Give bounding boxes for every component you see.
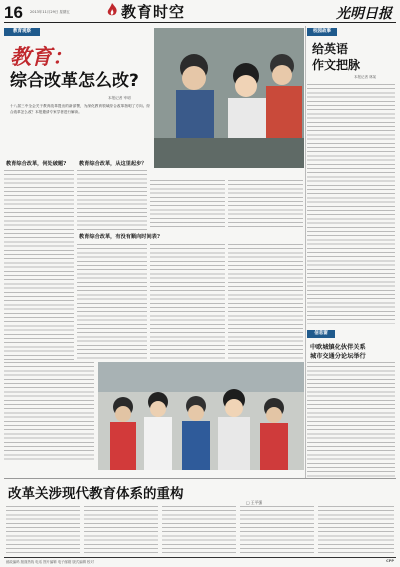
section-title: 教育时空	[121, 3, 186, 21]
bottom-article-title: 改革关涉现代教育体系的重构	[8, 486, 184, 502]
bottom-col-5	[318, 506, 394, 554]
info-box-tag: 信息窗	[307, 330, 335, 338]
bottom-article-byline: □ 王平强	[246, 500, 263, 505]
column-1b-body	[4, 362, 94, 462]
question-2-heading: 教育综合改革，从这里起步？	[79, 161, 147, 167]
main-article-title: 综合改革怎么改?	[10, 71, 139, 91]
flame-icon	[106, 2, 118, 16]
footer-corner: CPP	[386, 559, 394, 563]
bottom-article-rule	[4, 478, 396, 479]
sidebar-story-title-2: 作文把脉	[312, 58, 361, 72]
photo-caption-lines	[154, 170, 304, 176]
sidebar-divider	[305, 26, 306, 478]
page-number: 16	[4, 3, 23, 22]
bottom-col-2	[84, 506, 158, 554]
question-1-heading: 教育综合改革，何处破题?	[6, 161, 67, 167]
column-2b-body	[77, 244, 147, 360]
column-4b-body	[228, 244, 303, 360]
crowd-photo	[98, 362, 304, 470]
sidebar-story-body	[307, 84, 395, 324]
main-article-kicker: 教育：	[10, 45, 73, 69]
main-article-byline: 本报记者 宰明	[108, 96, 131, 100]
column-2-body	[77, 170, 147, 230]
newspaper-name: 光明日报	[336, 6, 392, 22]
info-box-title-1: 中欧城镇化伙伴关系	[310, 344, 366, 351]
section-tag-left: 教育观察	[4, 28, 40, 36]
bottom-col-3	[162, 506, 236, 554]
main-article-lead: 十八届三中全会关于教育改革提出的新部署，为深化教育领域综合改革指明了方向。综合改革怎么改？本报邀请专家学者进行解读。	[10, 104, 150, 114]
column-3-body	[150, 180, 225, 230]
date-line: 2013年11月29日 星期五	[30, 10, 70, 14]
students-photo	[154, 28, 304, 168]
section-tag-right: 校园故事	[307, 28, 337, 36]
footer-rule	[4, 557, 396, 558]
bottom-col-1	[6, 506, 80, 554]
column-1-body	[4, 170, 74, 360]
sidebar-story-title-1: 给英语	[312, 42, 349, 56]
bottom-col-4	[240, 506, 314, 554]
info-box-body	[307, 362, 395, 478]
question-3-heading: 教育综合改革，有没有顺向时间表?	[79, 234, 160, 240]
column-3b-body	[150, 244, 225, 360]
masthead-rule	[4, 22, 396, 23]
column-4-body	[228, 180, 303, 230]
sidebar-story-byline: 本报记者 林某	[354, 75, 377, 79]
footer-text: 邮政编码 版面热线 电话 图片编辑 电子邮箱 版式编辑 校对	[6, 560, 94, 564]
info-box-title-2: 城市交通分论坛举行	[310, 353, 366, 360]
